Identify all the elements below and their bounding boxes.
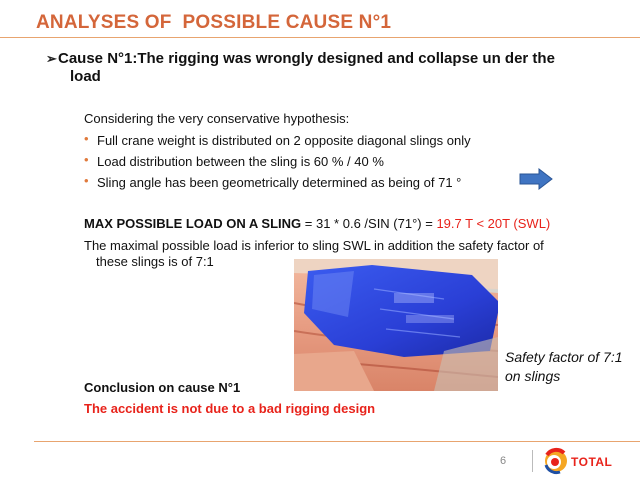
hypothesis-item-1: Full crane weight is distributed on 2 opposite diagonal slings only xyxy=(97,133,471,148)
caption-line-2: on slings xyxy=(505,368,561,384)
footer-separator xyxy=(532,450,533,472)
cause-line-2: load xyxy=(70,68,101,85)
slide-title: ANALYSES OF POSSIBLE CAUSE N°1 xyxy=(36,12,392,33)
conclusion-heading: Conclusion on cause N°1 xyxy=(84,380,241,395)
arrow-bullet-icon: ➢ xyxy=(46,51,57,66)
title-divider xyxy=(0,37,640,38)
max-load-line xyxy=(84,216,550,231)
footer-divider xyxy=(34,441,640,442)
max-load-result: 19.7 T < 20T (SWL) xyxy=(436,216,551,231)
maximal-load-line-2: these slings is of 7:1 xyxy=(96,254,214,269)
hypothesis-item-2: Load distribution between the sling is 60 % / 40 % xyxy=(97,154,384,169)
bullet-icon: • xyxy=(84,131,89,146)
intro-text: Considering the very conservative hypothesis: xyxy=(84,111,350,126)
page-number: 6 xyxy=(500,455,507,467)
cause-line-1: Cause N°1:The rigging was wrongly designed and collapse un der the xyxy=(58,50,555,67)
max-load-label: MAX POSSIBLE LOAD ON A SLING xyxy=(84,216,302,231)
right-arrow-icon xyxy=(519,168,553,190)
conclusion-statement: The accident is not due to a bad rigging design xyxy=(84,401,376,416)
max-load-formula: = 31 * 0.6 /SIN (71°) = xyxy=(301,216,437,231)
maximal-load-line-1: The maximal possible load is inferior to sling SWL in addition the safety factor of xyxy=(84,238,544,253)
photo-caption xyxy=(505,348,623,386)
cause-heading xyxy=(46,50,628,86)
caption-line-1: Safety factor of 7:1 xyxy=(505,349,623,365)
sling-photo xyxy=(294,259,498,391)
bullet-icon: • xyxy=(84,173,89,188)
hypothesis-item-3: Sling angle has been geometrically determined as being of 71 ° xyxy=(97,175,462,190)
bullet-icon: • xyxy=(84,152,89,167)
brand-name: TOTAL xyxy=(571,455,613,469)
